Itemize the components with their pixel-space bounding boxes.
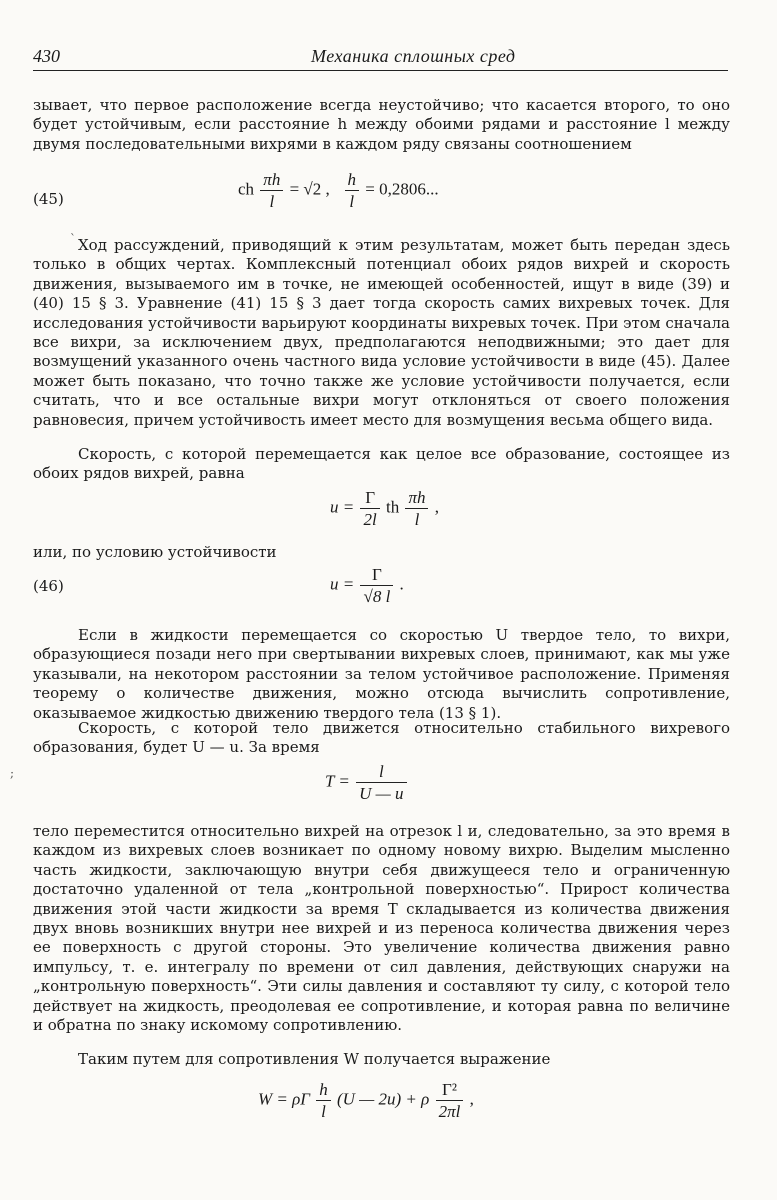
- eq-u-num1: Γ: [360, 488, 379, 509]
- eq-W-num2: Γ²: [436, 1080, 464, 1101]
- eq-W-fraction-1: [316, 1080, 331, 1121]
- eq-W-fraction-2: [436, 1080, 464, 1121]
- eq-u-lhs: u =: [330, 497, 355, 517]
- eq-T-num: l: [356, 762, 406, 783]
- eq-W-den1: l: [321, 1102, 326, 1121]
- eq46-den: √8 l: [363, 587, 391, 606]
- equation-drag: [258, 1080, 474, 1121]
- eq-u-fraction-2: [405, 488, 428, 529]
- margin-dot: ;: [10, 766, 15, 780]
- equation-number-45: (45): [33, 190, 64, 208]
- paragraph-4: или, по условию устойчивости: [33, 543, 277, 561]
- eq-u-tail: ,: [434, 497, 439, 517]
- eq45-ch: ch: [238, 179, 255, 199]
- eq-W-lhs: W = ρΓ: [258, 1089, 310, 1109]
- margin-tick: ˋ: [70, 232, 76, 246]
- eq-T-den: U — u: [359, 784, 404, 803]
- eq45-fraction-2: [345, 170, 360, 211]
- equation-46: [330, 565, 404, 606]
- eq-u-den2: l: [414, 510, 420, 529]
- eq45-fraction-1: [260, 170, 283, 211]
- eq-u-num2: πh: [405, 488, 428, 509]
- eq45-den2: l: [349, 192, 355, 211]
- paragraph-6: Скорость, с которой тело движется относительно стабильного вихревого образования, будет U — u. За время: [33, 719, 730, 757]
- paragraph-7: тело переместится относительно вихрей на отрезок l и, следовательно, за это время в каждом из вихревых слоев возникает по одному новому вихрю. Выделим мысленно часть жидкости, заключающую внутри себя движущееся тело и ограниченную достаточно удаленной от тела „контрольной поверхностью“. Прирост количества движения этой части жидкости за время T складывается из количества движения двух вновь возникших внутри нее вихрей и из переноса количества движения через ее поверхность с другой стороны. Это увеличение количества движения равно импульсу, т. е. интегралу по времени от сил давления, действующих снаружи на „контрольную поверхность“. Эти силы давления и составляют ту силу, с которой тело действует на жидкость, преодолевая ее сопротивление, и которая равна по величине и обратна по знаку искомому сопротивлению.: [33, 822, 730, 1035]
- paragraph-1: зывает, что первое расположение всегда неустойчиво; что касается второго, то оно будет устойчивым, если расстояние h между обоими рядами и расстояние l между двумя последовательными вихрями в каждом ряду связаны соотношением: [33, 96, 730, 153]
- eq-W-tail: ,: [469, 1089, 474, 1109]
- running-title: Механика сплошных сред: [311, 46, 516, 66]
- eq-T-fraction: [356, 762, 406, 803]
- paragraph-8: Таким путем для сопротивления W получается выражение: [78, 1050, 551, 1068]
- eq46-lhs: u =: [330, 574, 355, 594]
- eq-W-mid: (U — 2u) + ρ: [336, 1089, 430, 1109]
- eq-u-fraction-1: [360, 488, 379, 529]
- eq46-tail: .: [399, 574, 404, 594]
- eq45-num2: h: [345, 170, 360, 191]
- eq45-den1: l: [269, 192, 275, 211]
- eq-u-den1: 2l: [363, 510, 377, 529]
- eq45-rhs2: = 0,2806...: [365, 179, 439, 199]
- eq-W-den2: 2πl: [438, 1102, 461, 1121]
- equation-45: [238, 170, 439, 211]
- eq-T-lhs: T =: [325, 771, 350, 791]
- eq-u-th: th: [385, 497, 400, 517]
- eq45-num1: πh: [260, 170, 283, 191]
- equation-number-46: (46): [33, 577, 64, 595]
- eq46-fraction: [360, 565, 393, 606]
- paragraph-5: Если в жидкости перемещается со скоростью U твердое тело, то вихри, образующиеся позади него при свертывании вихревых слоев, принимают, как мы уже указывали, на некотором расстоянии за телом устойчивое расположение. Применяя теорему о количестве движения, можно отсюда вычислить сопротивление, оказываемое жидкостью движению твердого тела (13 § 1).: [33, 626, 730, 722]
- equation-velocity: [330, 488, 439, 529]
- page-header: [33, 44, 728, 71]
- paragraph-3: Скорость, с которой перемещается как целое все образование, состоящее из обоих рядов вихрей, равна: [33, 445, 730, 483]
- page-number: 430: [33, 46, 60, 66]
- equation-time: [325, 762, 409, 803]
- eq-W-num1: h: [316, 1080, 331, 1101]
- paragraph-2: Ход рассуждений, приводящий к этим результатам, может быть передан здесь только в общих чертах. Комплексный потенциал обоих рядов вихрей и скорость движения, вызываемого им в точке, не имеющей особенностей, ищут в виде (39) и (40) 15 § 3. Уравнение (41) 15 § 3 дает тогда скорость самих вихревых точек. Для исследования устойчивости варьируют координаты вихревых точек. При этом сначала все вихри, за исключением двух, предполагаются неподвижными; это дает для возмущений указанного очень частного вида условие устойчивости в виде (45). Далее может быть показано, что точно также же условие устойчивости получается, если считать, что и все остальные вихри могут отклоняться от своего положения равновесия, причем устойчивость имеет место для возмущения весьма общего вида.: [33, 236, 730, 429]
- eq46-num: Γ: [360, 565, 393, 586]
- eq45-rhs1: = √2 ,: [289, 179, 330, 199]
